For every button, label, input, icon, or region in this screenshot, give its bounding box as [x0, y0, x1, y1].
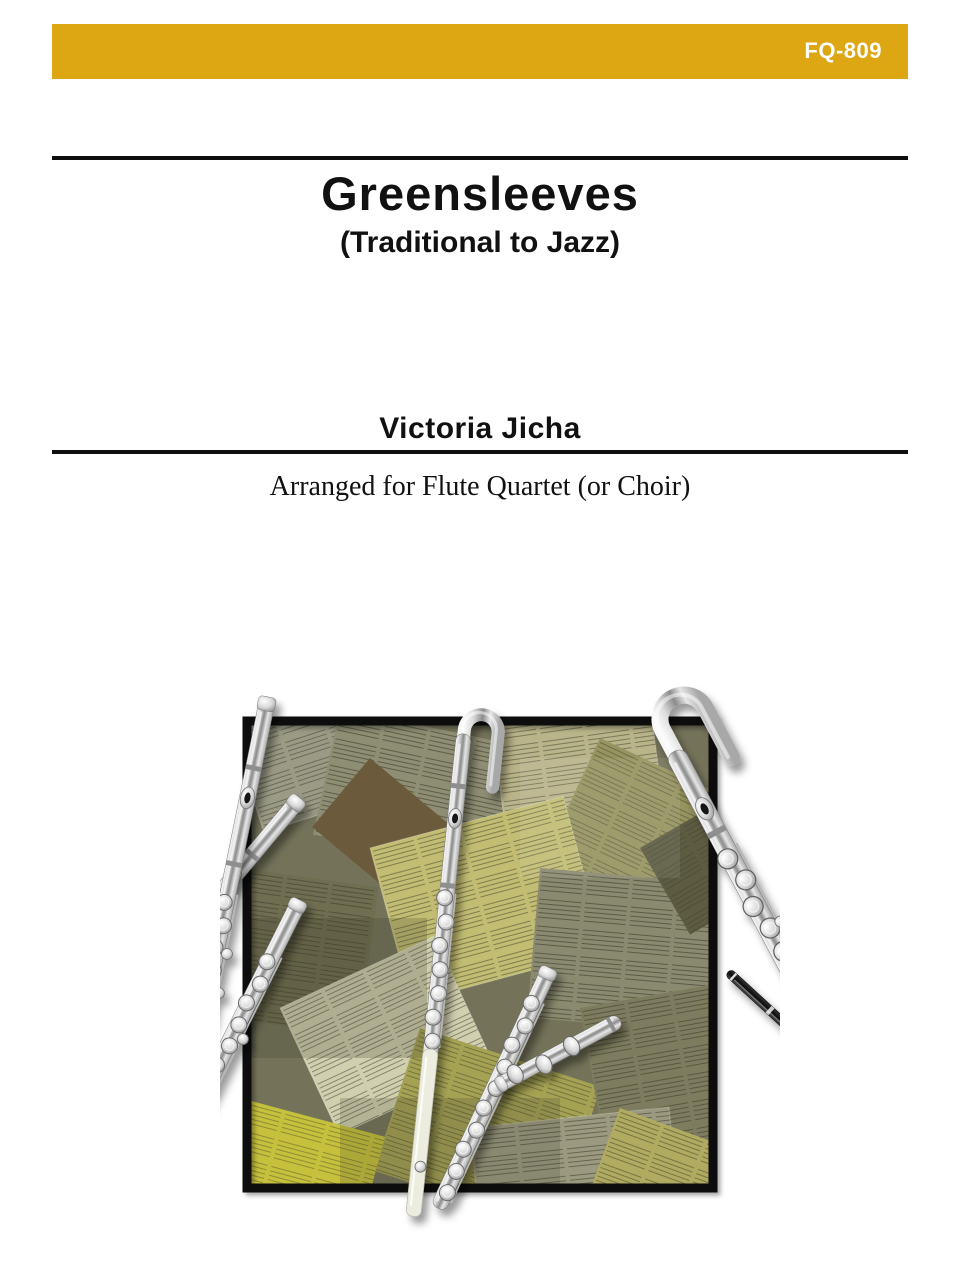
arranger-name: Victoria Jicha: [379, 412, 581, 445]
top-rule: [52, 156, 908, 160]
cover-artwork: [220, 668, 780, 1268]
flutes-collage-illustration: [220, 668, 780, 1268]
catalog-number: FQ-809: [804, 38, 882, 63]
middle-rule: [52, 450, 908, 454]
arrangement-note: Arranged for Flute Quartet (or Choir): [269, 471, 691, 502]
black-piccolo: [723, 967, 780, 1204]
page-subtitle: (Traditional to Jazz): [339, 226, 621, 259]
catalog-banner: [52, 24, 908, 79]
page-title: Greensleeves: [321, 167, 639, 220]
